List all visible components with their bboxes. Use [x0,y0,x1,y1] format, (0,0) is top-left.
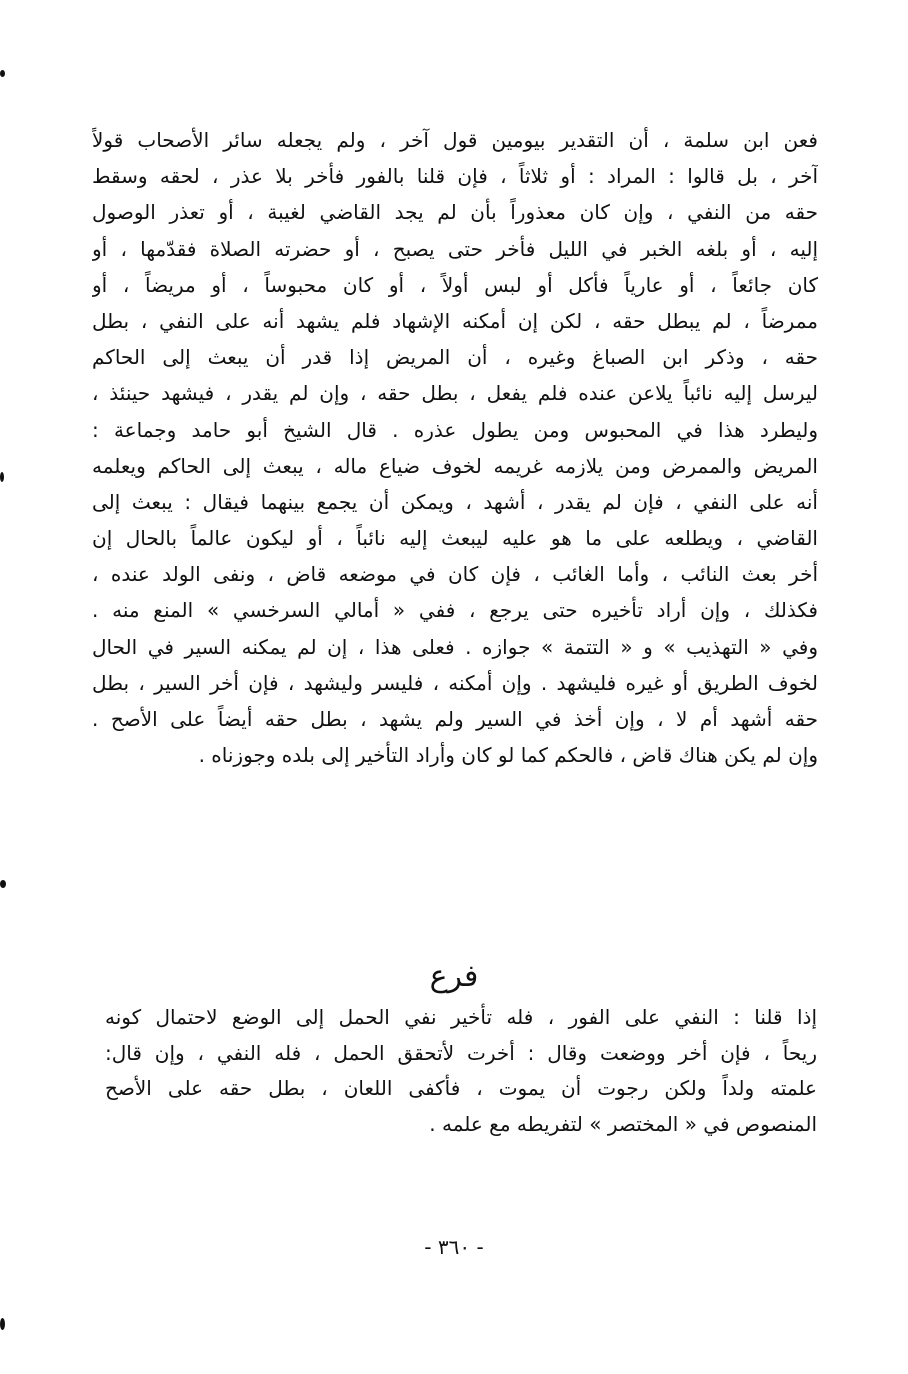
section-heading: فرع [429,959,479,994]
text-line: وفي « التهذيب » و « التتمة » جوازه . فعلى هذا ، إن لم يمكنه السير في الحال [92,634,818,659]
section-text-block [105,1000,817,1142]
margin-mark [0,880,6,888]
page-number: - ٣٦٠ - [424,1235,484,1259]
main-text-block [92,122,818,773]
text-line: حقه أشهد أم لا ، وإن أخذ في السير ولم يشهد ، بطل حقه أيضاً على الأصح . [92,707,818,731]
text-line: إذا قلنا : النفي على الفور ، فله تأخير نفي الحمل إلى الوضع لاحتمال كونه [105,1005,817,1029]
text-line: فكذلك ، وإن أراد تأخيره حتى يرجع ، ففي « أمالي السرخسي » المنع منه . [92,598,818,623]
text-line: إليه ، أو بلغه الخبر في الليل فأخر حتى يصبح ، أو حضرته الصلاة فقدّمها ، أو [92,236,818,261]
text-line: ليرسل إليه نائباً يلاعن عنده فلم يفعل ، بطل حقه ، وإن لم يقدر ، فيشهد حينئذ ، [92,381,818,406]
text-line: ريحاً ، فإن أخر ووضعت وقال : أخرت لأتحقق الحمل ، فله النفي ، وإن قال: [105,1040,817,1065]
text-line: القاضي ، ويطلعه على ما هو عليه ليبعث إليه نائباً ، أو ليكون عالماً بالحال إن [92,526,818,551]
text-line: كان جائعاً ، أو عارياً فأكل أو لبس أولاً ، أو كان محبوساً ، أو مريضاً ، أو [92,272,818,297]
text-line: أخر بعث النائب ، وأما الغائب ، فإن كان في موضعه قاض ، ونفى الولد عنده ، [92,562,818,587]
text-line: علمته ولداً ولكن رجوت أن يموت ، فأكفى اللعان ، بطل حقه على الأصح [105,1076,817,1100]
margin-mark [0,472,4,482]
text-line: المريض والممرض ومن يلازمه غريمه لخوف ضياع ماله ، يبعث إلى الحاكم ويعلمه [92,453,818,478]
text-line: ممرضاً ، لم يبطل حقه ، لكن إن أمكنه الإشهاد فلم يشهد أنه على النفي ، بطل [92,308,818,333]
text-line: حقه من النفي ، وإن كان معذوراً بأن لم يجد القاضي لغيبة ، أو تعذر الوصول [92,200,818,225]
text-line: المنصوص في « المختصر » لتفريطه مع علمه . [429,1111,817,1136]
text-line: أنه على النفي ، فإن لم يقدر ، أشهد ، ويمكن أن يجمع بينهما فيقال : يبعث إلى [92,489,818,514]
text-line: حقه ، وذكر ابن الصباغ وغيره ، أن المريض إذا قدر أن يبعث إلى الحاكم [92,345,818,370]
text-line: فعن ابن سلمة ، أن التقدير بيومين قول آخر ، ولم يجعله سائر الأصحاب قولاً [92,128,818,152]
margin-mark [0,70,5,77]
text-line: وإن لم يكن هناك قاض ، فالحكم كما لو كان وأراد التأخير إلى بلده وجوزناه . [198,743,818,768]
text-line: آخر ، بل قالوا : المراد : أو ثلاثاً ، فإن قلنا بالفور فأخر بلا عذر ، لحقه وسقط [92,164,818,189]
margin-mark [0,1318,5,1330]
text-line: لخوف الطريق أو غيره فليشهد . وإن أمكنه ، فليسر وليشهد ، فإن أخر السير ، بطل [92,670,818,695]
text-line: وليطرد هذا في المحبوس ومن يطول عذره . قال الشيخ أبو حامد وجماعة : [92,417,818,442]
